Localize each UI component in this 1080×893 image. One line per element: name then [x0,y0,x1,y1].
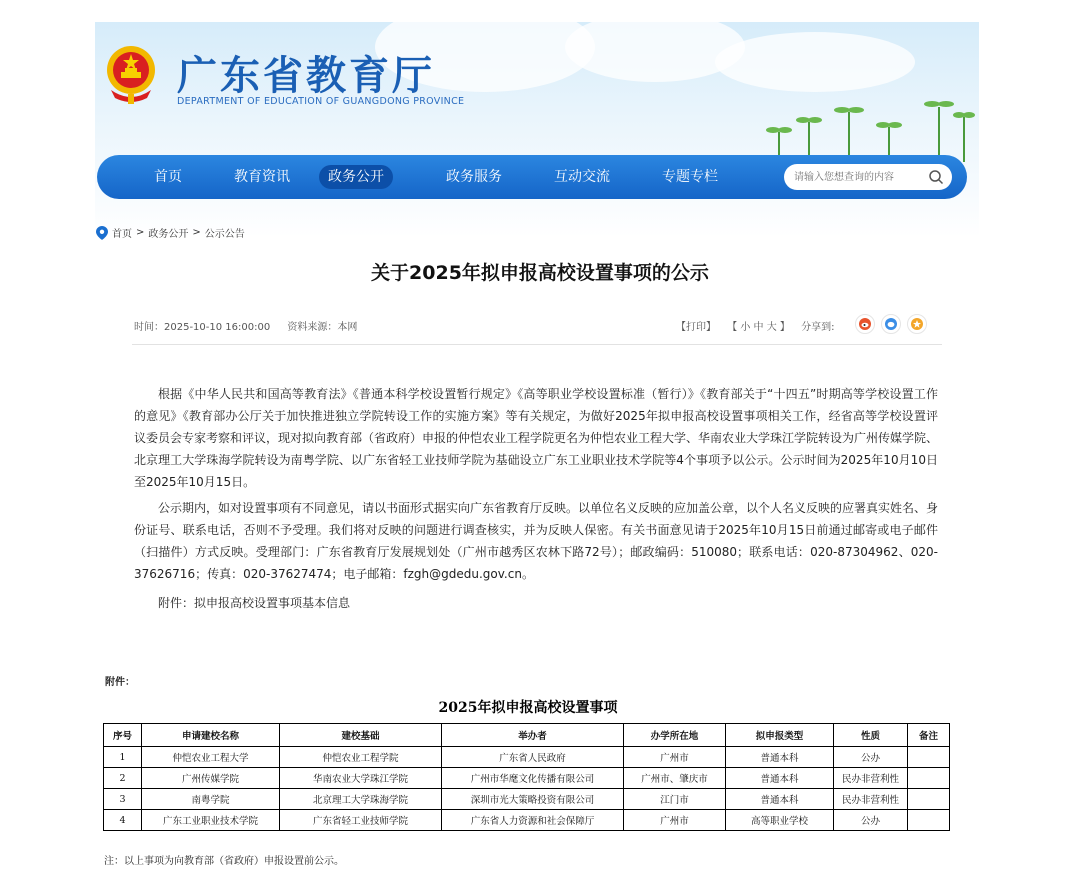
main-nav [97,155,967,199]
cell-index: 3 [104,789,142,810]
font-size-switcher[interactable]: 【 小 中 大 】 [727,322,790,333]
cell-location: 广州市 [624,747,726,768]
cell-nature: 公办 [834,810,908,831]
column-header: 拟申报类型 [726,724,834,747]
cell-type: 普通本科 [726,768,834,789]
column-header: 申请建校名称 [142,724,280,747]
cell-basis: 北京理工大学珠海学院 [280,789,442,810]
attachment-label: 附件： [105,677,135,688]
share-label: 分享到: [801,322,835,333]
cell-sponsor: 深圳市光大策略投资有限公司 [442,789,624,810]
header-banner [95,22,979,237]
table-row [104,810,950,831]
article-paragraph-1: 根据《中华人民共和国高等教育法》《普通本科学校设置暂行规定》《高等职业学校设置标准（暂行）》《教育部关于“十四五”时期高等学校设置工作的意见》《教育部办公厅关于加快推进独立学院转设工作的实施方案》等有关规定，为做好2025年拟申报高校设置事项相关工作，经省高等学校设置评议委员会专家考察和评议，现对拟向教育部（省政府）申报的仲恺农业工程学院更名为仲恺农业工程大学、华南农业大学珠江学院转设为广州传媒学院、北京理工大学珠海学院转设为南粤学院、以广东省轻工业技师学院为基础设立广东工业职业技术学院等4个事项予以公示。公示时间为2025年10月10日至2025年10月15日。 [134,387,939,489]
share-favorite-button[interactable] [907,314,927,334]
share-buttons [855,314,927,334]
print-button[interactable]: 【打印】 [676,322,716,333]
article-tools [676,318,842,333]
column-header: 建校基础 [280,724,442,747]
site-subtitle: DEPARTMENT OF EDUCATION OF GUANGDONG PROVINCE [177,96,465,107]
source: 资料来源：本网 [287,322,358,333]
location-pin-icon [96,226,108,240]
cell-location: 广州市 [624,810,726,831]
column-header: 备注 [908,724,950,747]
cell-school-name: 广州传媒学院 [142,768,280,789]
cell-remark [908,789,950,810]
national-emblem-icon [103,40,159,106]
cell-sponsor: 广东省人力资源和社会保障厅 [442,810,624,831]
cell-index: 4 [104,810,142,831]
cell-index: 2 [104,768,142,789]
breadcrumb-notices[interactable]: 公示公告 [204,229,245,240]
column-header: 序号 [104,724,142,747]
nav-item-news[interactable]: 教育资讯 [234,169,290,185]
sprouts-decoration [739,82,979,162]
share-weibo-button[interactable] [855,314,875,334]
breadcrumb-home[interactable]: 首页 [112,229,132,240]
cell-nature: 公办 [834,747,908,768]
star-icon [910,317,924,331]
article-paragraph-2: 公示期内，如对设置事项有不同意见，请以书面形式据实向广东省教育厅反映。以单位名义反映的应加盖公章，以个人名义反映的应署真实姓名、身份证号、联系电话，否则不予受理。我们将对反映的问题进行调查核实，并为反映人保密。有关书面意见请于2025年10月15日前通过邮寄或电子邮件（扫描件）方式反映。受理部门：广东省教育厅发展规划处（广州市越秀区农林下路72号）；邮政编码：510080；联系电话：020-87304962、020-37626716；传真：020-37627474；电子邮箱：fzgh@gdedu.gov.cn。 [134,501,939,581]
cell-remark [908,747,950,768]
nav-item-topics[interactable]: 专题专栏 [662,169,718,185]
schools-table [103,723,950,831]
cell-sponsor: 广东省人民政府 [442,747,624,768]
search-box [784,164,952,190]
cell-type: 高等职业学校 [726,810,834,831]
attachment-link[interactable]: 附件：拟申报高校设置事项基本信息 [158,596,351,610]
cell-school-name: 广东工业职业技术学院 [142,810,280,831]
table-note: 注：以上事项为向教育部（省政府）申报设置前公示。 [104,856,344,867]
nav-item-gov-service[interactable]: 政务服务 [446,169,502,185]
nav-item-gov-open[interactable]: 政务公开 [319,165,393,189]
table-row [104,747,950,768]
search-input[interactable] [794,167,919,187]
column-header: 举办者 [442,724,624,747]
table-title: 2025年拟申报高校设置事项 [438,700,618,716]
cell-school-name: 南粤学院 [142,789,280,810]
site-title: 广东省教育厅 [177,52,435,99]
page-title: 关于2025年拟申报高校设置事项的公示 [371,262,709,284]
meta-divider [132,344,942,345]
share-wechat-button[interactable] [881,314,901,334]
cell-school-name: 仲恺农业工程大学 [142,747,280,768]
table-header-row [104,724,950,747]
cell-nature: 民办非营利性 [834,789,908,810]
cell-sponsor: 广州市华麾文化传播有限公司 [442,768,624,789]
cell-location: 江门市 [624,789,726,810]
table-row [104,768,950,789]
breadcrumb-separator: > [136,227,145,238]
column-header: 性质 [834,724,908,747]
cell-basis: 华南农业大学珠江学院 [280,768,442,789]
cell-type: 普通本科 [726,789,834,810]
cell-nature: 民办非营利性 [834,768,908,789]
weibo-icon [858,317,872,331]
article-meta [134,318,371,333]
table-row [104,789,950,810]
breadcrumb [96,225,245,240]
breadcrumb-gov-open[interactable]: 政务公开 [148,229,189,240]
cell-index: 1 [104,747,142,768]
cell-basis: 仲恺农业工程学院 [280,747,442,768]
nav-item-home[interactable]: 首页 [154,169,182,185]
column-header: 办学所在地 [624,724,726,747]
publish-time: 时间：2025-10-10 16:00:00 [134,322,271,333]
cell-basis: 广东省轻工业技师学院 [280,810,442,831]
cell-remark [908,768,950,789]
search-icon[interactable] [928,169,944,185]
cell-remark [908,810,950,831]
cell-location: 广州市、肇庆市 [624,768,726,789]
breadcrumb-separator: > [192,227,201,238]
wechat-icon [884,317,898,331]
nav-item-interaction[interactable]: 互动交流 [554,169,610,185]
cell-type: 普通本科 [726,747,834,768]
